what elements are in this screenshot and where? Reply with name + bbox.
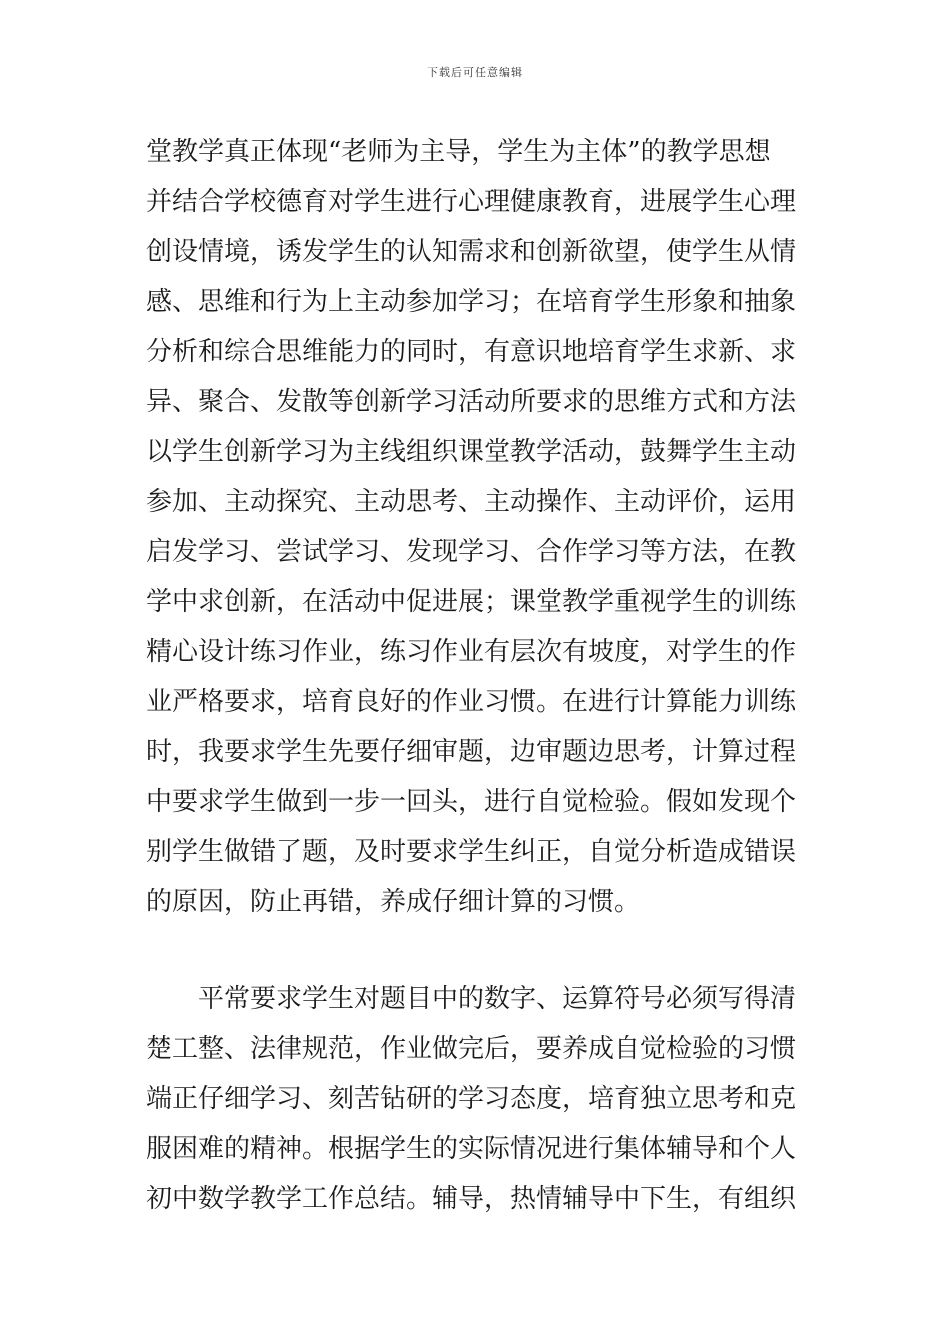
paragraph-1: [146, 127, 810, 927]
text-line: 别学生做错了题，及时要求学生纠正，自觉分析造成错误: [146, 837, 797, 867]
text-line: 中要求学生做到一步一回头，进行自觉检验。假如发现个: [146, 787, 797, 817]
text-line: 分析和综合思维能力的同时，有意识地培育学生求新、求: [146, 337, 797, 367]
text-line: 端正仔细学习、刻苦钻研的学习态度，培育独立思考和克: [146, 1084, 797, 1114]
text-line: 异、聚合、发散等创新学习活动所要求的思维方式和方法: [146, 387, 797, 417]
text-line: 学中求创新，在活动中促进展；课堂教学重视学生的训练: [146, 587, 797, 617]
text-line: 创设情境，诱发学生的认知需求和创新欲望，使学生从情: [146, 237, 797, 267]
text-line: 服困难的精神。根据学生的实际情况进行集体辅导和个人: [146, 1134, 797, 1164]
text-line: 堂教学真正体现“老师为主导，学生为主体”的教学思想: [146, 137, 771, 167]
text-line: 业严格要求，培育良好的作业习惯。在进行计算能力训练: [146, 687, 797, 717]
text-line: 平常要求学生对题目中的数字、运算符号必须写得清: [146, 984, 797, 1014]
text-line: 并结合学校德育对学生进行心理健康教育，进展学生心理: [146, 187, 797, 217]
text-line: 时，我要求学生先要仔细审题，边审题边思考，计算过程: [146, 737, 797, 767]
text-line: 精心设计练习作业，练习作业有层次有坡度，对学生的作: [146, 637, 797, 667]
text-line: 感、思维和行为上主动参加学习；在培育学生形象和抽象: [146, 287, 797, 317]
text-line: 以学生创新学习为主线组织课堂教学活动，鼓舞学生主动: [146, 437, 797, 467]
text-line: 楚工整、法律规范，作业做完后，要养成自觉检验的习惯: [146, 1034, 797, 1064]
paragraph-2: [146, 974, 810, 1224]
text-line: 启发学习、尝试学习、发现学习、合作学习等方法，在教: [146, 537, 797, 567]
text-line: 的原因，防止再错，养成仔细计算的习惯。: [146, 887, 641, 917]
page-header: 下载后可任意编辑: [427, 66, 523, 79]
text-line: 参加、主动探究、主动思考、主动操作、主动评价，运用: [146, 487, 797, 517]
text-line: 初中数学教学工作总结。辅导，热情辅导中下生，有组织: [146, 1184, 797, 1214]
